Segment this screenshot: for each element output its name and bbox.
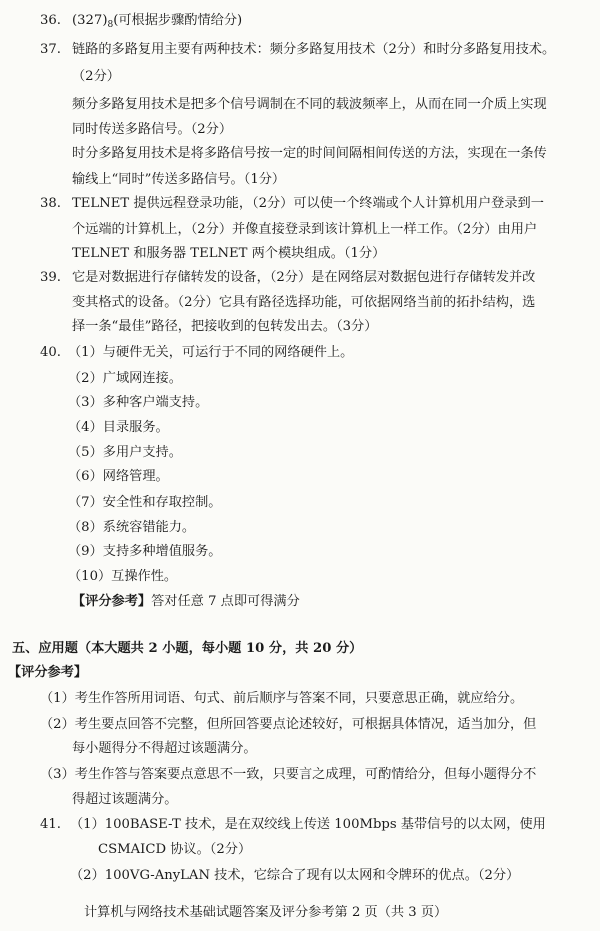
q40-item-4: （4）目录服务。: [68, 420, 169, 435]
q39-number: 39.: [40, 270, 61, 285]
section-5-rule-3b: 得超过该题满分。: [72, 792, 178, 807]
q39-line-3: 择一条“最佳”路径，把接收到的包转发出去。（3分）: [72, 319, 378, 334]
q39-line-2: 变其格式的设备。（2分）它具有路径选择功能，可依据网络当前的拓扑结构，选: [72, 295, 536, 310]
q36-value: (327): [72, 13, 108, 28]
q38-line-1: TELNET 提供远程登录功能，（2分）可以使一个终端或个人计算机用户登录到一: [72, 196, 544, 211]
q36-number: 36.: [40, 13, 61, 28]
q40-item-1: （1）与硬件无关，可运行于不同的网络硬件上。: [68, 345, 354, 360]
q40-scoring-reference: [72, 593, 300, 611]
q41-line-1: （1）100BASE-T 技术，是在双绞线上传送 100Mbps 基带信号的以太网，使用: [70, 817, 546, 832]
section-5-rule-2b: 每小题得分不得超过该题满分。: [72, 741, 257, 756]
section-5-scoring-label: 【评分参考】: [8, 665, 88, 680]
q36-answer: [72, 12, 242, 34]
q40-item-9: （9）支持多种增值服务。: [68, 544, 222, 559]
q38-line-3: TELNET 和服务器 TELNET 两个模块组成。（1分）: [72, 246, 386, 261]
q38-number: 38.: [40, 196, 61, 211]
q40-scoring-text: 答对任意 7 点即可得满分: [151, 594, 300, 609]
q40-item-2: （2）广域网连接。: [68, 371, 182, 386]
q40-number: 40.: [40, 345, 61, 360]
q39-line-1: 它是对数据进行存储转发的设备，（2分）是在网络层对数据包进行存储转发并改: [72, 270, 536, 285]
q40-item-6: （6）网络管理。: [68, 469, 169, 484]
section-5-title: 五、应用题（本大题共 2 小题，每小题 10 分，共 20 分）: [12, 641, 363, 656]
q40-item-5: （5）多用户支持。: [68, 445, 182, 460]
q38-line-2: 个远端的计算机上，（2分）并像直接登录到该计算机上一样工作。（2分）由用户: [72, 222, 538, 237]
q41-number: 41.: [40, 817, 61, 832]
q41-line-3: （2）100VG-AnyLAN 技术，它综合了现有以太网和令牌环的优点。（2分）: [70, 868, 520, 883]
q40-item-10: （10）互操作性。: [68, 569, 178, 584]
q37-line-5: 时分多路复用技术是将多路信号按一定的时间间隔相间传送的方法，实现在一条传: [72, 146, 547, 161]
q37-line-4: 同时传送多路信号。（2分）: [72, 122, 233, 137]
q36-note: (可根据步骤酌情给分): [113, 13, 243, 28]
q37-line-2: （2分）: [72, 69, 120, 84]
q41-line-2: CSMAICD 协议。（2分）: [98, 842, 252, 857]
q40-item-8: （8）系统容错能力。: [68, 520, 196, 535]
section-5-rule-3a: （3）考生作答与答案要点意思不一致，只要言之成理，可酌情给分，但每小题得分不: [40, 767, 537, 782]
section-5-rule-1: （1）考生作答所用词语、句式、前后顺序与答案不同，只要意思正确，就应给分。: [40, 691, 524, 706]
q40-item-7: （7）安全性和存取控制。: [68, 495, 222, 510]
q37-line-1: 链路的多路复用主要有两种技术：频分多路复用技术（2分）和时分多路复用技术。: [72, 42, 556, 57]
page-footer: 计算机与网络技术基础试题答案及评分参考第 2 页（共 3 页）: [84, 905, 448, 920]
q40-item-3: （3）多种客户端支持。: [68, 395, 209, 410]
q37-number: 37.: [40, 42, 61, 57]
section-5-rule-2a: （2）考生要点回答不完整，但所回答要点论述较好，可根据具体情况，适当加分，但: [40, 717, 537, 732]
q40-scoring-label: 【评分参考】: [72, 594, 152, 609]
q36-base: 8: [107, 20, 114, 30]
q37-line-6: 输线上“同时”传送多路信号。（1分）: [72, 172, 286, 187]
q37-line-3: 频分多路复用技术是把多个信号调制在不同的载波频率上，从而在同一介质上实现: [72, 97, 547, 112]
